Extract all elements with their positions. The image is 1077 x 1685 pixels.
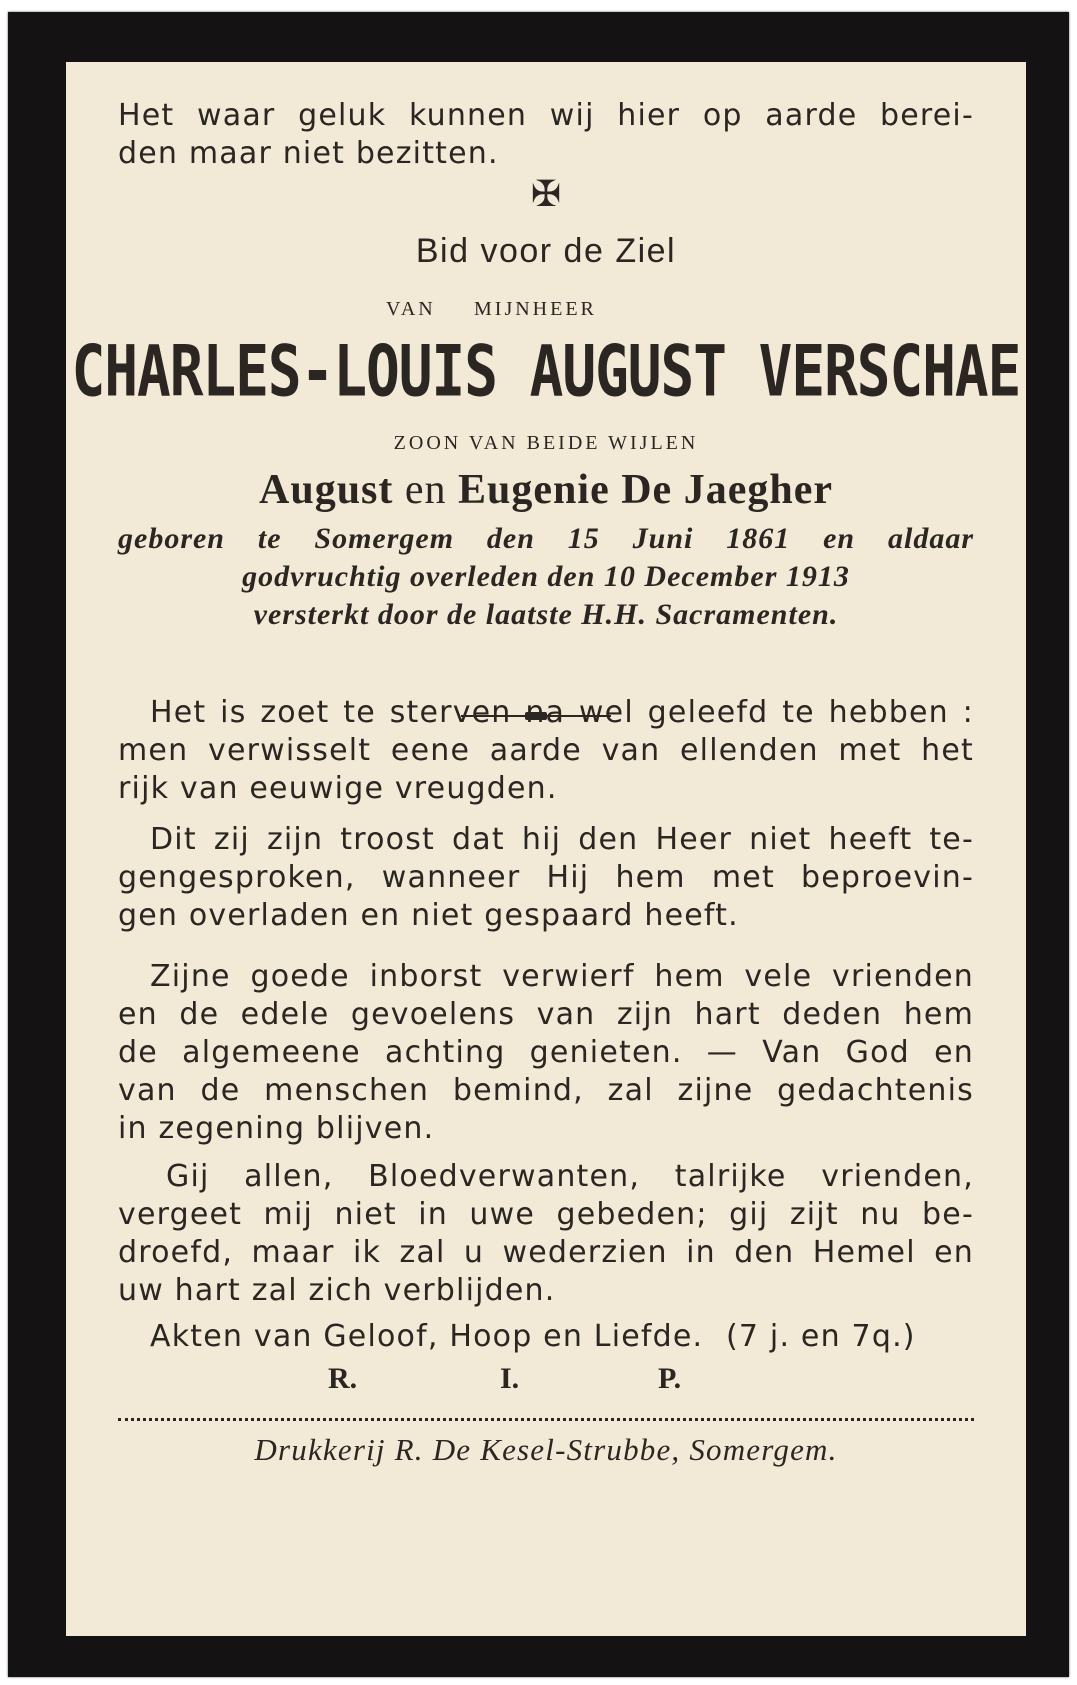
- paragraph-4-line-4: uw hart zal zich verblijden.: [118, 1273, 556, 1308]
- paragraph-4-line-3: droefd, maar ik zal u wederzien in den Hemel en: [118, 1235, 974, 1270]
- parent-conjunction: en: [404, 467, 447, 513]
- paragraph-3-line-3: de algemeene achting genieten. — Van God en: [118, 1035, 974, 1070]
- birth-death-line-1: geboren te Somergem den 15 Juni 1861 en aldaar: [118, 522, 974, 555]
- memorial-card-border: [8, 12, 1069, 1677]
- dotted-rule: [118, 1418, 974, 1421]
- van-label: VAN: [386, 298, 436, 320]
- parents-names: [66, 466, 1026, 514]
- parent-mother: Eugenie De Jaegher: [458, 467, 833, 513]
- paragraph-3-line-5: in zegening blijven.: [118, 1111, 435, 1146]
- paragraph-1-line-2: men verwisselt eene aarde van ellenden met het: [118, 733, 974, 768]
- birth-death-line-2: godvruchtig overleden den 10 December 1913: [242, 560, 850, 593]
- birth-death-line-3: versterkt door de laatste H.H. Sacramenten.: [253, 598, 839, 631]
- rip-r: R.: [328, 1362, 358, 1395]
- acts-text: Akten van Geloof, Hoop en Liefde.: [150, 1319, 704, 1354]
- paragraph-1-line-1: Het is zoet te sterven na wel geleefd te hebben :: [150, 695, 974, 730]
- printer-credit: Drukkerij R. De Kesel-Strubbe, Somergem.: [254, 1432, 838, 1467]
- paragraph-4-line-1: Gij allen, Bloedverwanten, talrijke vrienden,: [166, 1159, 974, 1194]
- paragraph-2-line-2: gengesproken, wanneer Hij hem met beproevin-: [118, 860, 974, 895]
- deceased-name: CHARLES-LOUIS AUGUST VERSCHAE: [71, 331, 1021, 414]
- paragraph-3-line-4: van de menschen bemind, zal zijne gedachtenis: [118, 1073, 974, 1108]
- opening-line-1: Het waar geluk kunnen wij hier op aarde berei-: [118, 98, 974, 133]
- mijnheer-label: MIJNHEER: [474, 298, 597, 320]
- rip-i: I.: [500, 1362, 520, 1395]
- paragraph-2-line-3: gen overladen en niet gespaard heeft.: [118, 898, 739, 933]
- parent-father: August: [259, 467, 394, 513]
- indulgence-note: (7 j. en 7q.): [726, 1319, 916, 1354]
- paragraph-2-line-1: Dit zij zijn troost dat hij den Heer niet heeft te-: [150, 822, 974, 857]
- rip-p: P.: [658, 1362, 682, 1395]
- paragraph-3-line-1: Zijne goede inborst verwierf hem vele vrienden: [150, 959, 974, 994]
- paragraph-3-line-2: en de edele gevoelens van zijn hart deden hem: [118, 997, 974, 1032]
- son-of-label: ZOON VAN BEIDE WIJLEN: [393, 432, 699, 454]
- opening-line-2: den maar niet bezitten.: [118, 136, 499, 171]
- memorial-card: [66, 62, 1026, 1636]
- paragraph-1-line-3: rijk van eeuwige vreugden.: [118, 771, 558, 806]
- prayer-heading: Bid voor de Ziel: [415, 232, 677, 270]
- cross-icon: ✠: [530, 174, 562, 215]
- paragraph-4-line-2: vergeet mij niet in uwe gebeden; gij zijt nu be-: [118, 1197, 974, 1232]
